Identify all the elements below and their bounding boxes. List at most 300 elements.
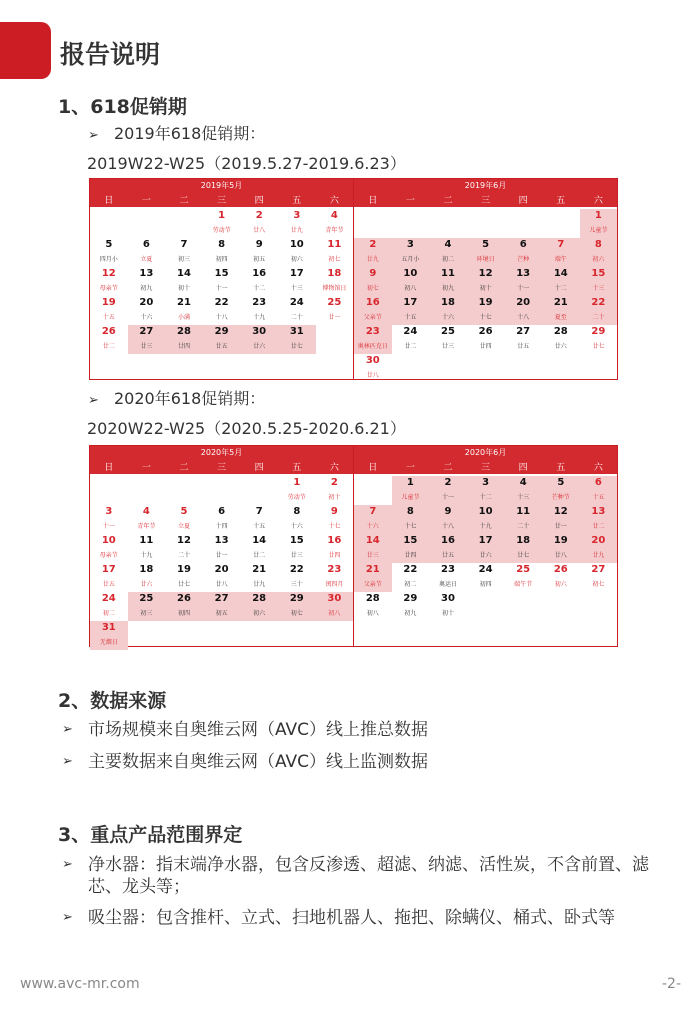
weekday-label: 六: [593, 196, 603, 206]
calendar-day: [542, 267, 580, 296]
day-number: 2: [330, 477, 338, 488]
promo-2019-range: 2019W22-W25（2019.5.27-2019.6.23）: [87, 154, 406, 173]
day-number: 30: [365, 355, 380, 366]
lunar-label: 母亲节: [99, 285, 118, 292]
calendar-day: [354, 505, 392, 534]
calendar-day: [240, 534, 278, 563]
day-number: 17: [478, 535, 493, 546]
lunar-label: 二十: [177, 552, 190, 559]
calendar-day: [580, 476, 618, 505]
weekday-label: 五: [292, 196, 302, 206]
day-number: 6: [519, 239, 527, 250]
calendar-day: [542, 238, 580, 267]
calendar-day: [90, 592, 128, 621]
day-number: 23: [327, 564, 342, 575]
calendar-day: [203, 563, 241, 592]
lunar-label: 十三: [290, 285, 303, 292]
lunar-label: 廿三: [441, 343, 454, 350]
weekday-label: 一: [405, 463, 415, 473]
lunar-label: 二十: [290, 314, 303, 321]
lunar-label: 初七: [328, 256, 341, 263]
day-number: 6: [594, 477, 602, 488]
weekday-label: 一: [405, 196, 415, 206]
day-number: 7: [369, 506, 377, 517]
lunar-label: 初七: [290, 610, 303, 617]
calendar-day: [203, 592, 241, 621]
weekday-label: 日: [104, 196, 114, 206]
calendar-day: [278, 534, 316, 563]
promo-2019-label: [88, 121, 265, 144]
day-number: 11: [139, 535, 154, 546]
day-number: 21: [252, 564, 267, 575]
calendar-day: [240, 505, 278, 534]
calendar-day: [278, 267, 316, 296]
lunar-label: 初十: [177, 285, 190, 292]
lunar-label: 廿五: [215, 343, 228, 350]
day-number: 12: [101, 268, 116, 279]
lunar-label: 廿六: [554, 343, 567, 350]
lunar-label: 十六: [290, 523, 303, 530]
lunar-label: 十八: [517, 314, 530, 321]
day-number: 26: [478, 326, 493, 337]
day-number: 26: [553, 564, 568, 575]
lunar-label: 二十: [592, 314, 605, 321]
source-item-text: 市场规模来自奥维云网（AVC）线上推总数据: [88, 720, 429, 740]
calendar-day: [90, 621, 128, 650]
calendar-day: [542, 563, 580, 592]
day-number: 14: [177, 268, 191, 279]
calendar-day: [316, 563, 354, 592]
day-number: 14: [553, 268, 568, 279]
page-title: 报告说明: [60, 40, 161, 69]
promo-2020-label: [88, 386, 265, 409]
arrow-bullet-icon: ➢: [88, 393, 99, 408]
section-heading-scope: 3、重点产品范围界定: [58, 824, 243, 846]
calendar-day: [504, 296, 542, 325]
lunar-label: 十五: [253, 523, 266, 530]
day-number: 1: [594, 210, 602, 221]
day-number: 5: [105, 239, 113, 250]
day-number: 12: [478, 268, 493, 279]
lunar-label: 初九: [140, 285, 153, 292]
lunar-label: 青年节: [137, 523, 156, 530]
day-number: 20: [516, 297, 531, 308]
day-number: 31: [289, 326, 304, 337]
lunar-label: 儿童节: [401, 494, 420, 501]
promo-2020-label-text: 2020年618促销期：: [114, 389, 266, 408]
day-number: 9: [444, 506, 452, 517]
calendar-day: [240, 325, 278, 354]
lunar-label: 环境日: [476, 256, 495, 263]
calendar-day: [278, 238, 316, 267]
calendar-day: [240, 238, 278, 267]
day-number: 27: [214, 593, 229, 604]
calendar-day: [128, 267, 166, 296]
calendar-day: [240, 296, 278, 325]
calendar-day: [203, 505, 241, 534]
weekday-label: 四: [518, 463, 528, 473]
calendar-day: [542, 534, 580, 563]
calendar-2020: [89, 445, 618, 647]
lunar-label: 廿五: [441, 552, 454, 559]
lunar-label: 初六: [253, 610, 266, 617]
day-number: 30: [327, 593, 342, 604]
day-number: 18: [516, 535, 531, 546]
lunar-label: 廿六: [253, 343, 266, 350]
lunar-label: 无烟日: [99, 639, 118, 646]
calendar-day: [580, 209, 618, 238]
day-number: 28: [252, 593, 267, 604]
day-number: 1: [293, 477, 301, 488]
day-number: 29: [591, 326, 606, 337]
calendar-day: [90, 296, 128, 325]
calendar-day: [316, 267, 354, 296]
calendar-day: [429, 238, 467, 267]
calendar-day: [467, 505, 505, 534]
day-number: 14: [365, 535, 380, 546]
lunar-label: 十六: [140, 314, 153, 321]
arrow-bullet-icon: ➢: [62, 910, 73, 925]
day-number: 9: [255, 239, 263, 250]
weekday-label: 三: [481, 463, 491, 473]
weekday-label: 一: [141, 463, 151, 473]
weekday-label: 三: [217, 196, 227, 206]
lunar-label: 初十: [328, 494, 341, 501]
calendar-day: [467, 563, 505, 592]
weekday-label: 二: [443, 463, 453, 473]
scope-item-text: 净水器：指末端净水器，包含反渗透、超滤、纳滤、活性炭，不含前置、滤芯、龙头等；: [88, 855, 649, 897]
lunar-label: 廿一: [554, 523, 567, 530]
day-number: 29: [403, 593, 418, 604]
scope-item-text: 吸尘器：包含推杆、立式、扫地机器人、拖把、除螨仪、桶式、卧式等: [88, 908, 615, 928]
day-number: 13: [214, 535, 229, 546]
day-number: 18: [441, 297, 455, 308]
day-number: 27: [139, 326, 154, 337]
lunar-label: 初七: [366, 285, 379, 292]
weekday-label: 六: [329, 463, 339, 473]
day-number: 23: [441, 564, 455, 575]
lunar-label: 青年节: [325, 227, 344, 234]
day-number: 19: [101, 297, 116, 308]
lunar-label: 芒种: [517, 256, 530, 263]
lunar-label: 十三: [592, 285, 605, 292]
calendar-day: [504, 534, 542, 563]
calendar-day: [354, 267, 392, 296]
lunar-label: 廿九: [592, 552, 605, 559]
weekday-label: 二: [443, 196, 453, 206]
calendar-day: [203, 209, 241, 238]
lunar-label: 闰四月: [325, 581, 344, 588]
calendar-day: [203, 267, 241, 296]
day-number: 22: [289, 564, 304, 575]
calendar-day: [278, 505, 316, 534]
lunar-label: 十二: [554, 285, 567, 292]
source-item: [62, 751, 662, 773]
lunar-label: 芒种节: [551, 494, 570, 501]
lunar-label: 初十: [441, 610, 454, 617]
lunar-label: 廿八: [253, 227, 266, 234]
day-number: 12: [177, 535, 191, 546]
day-number: 1: [406, 477, 414, 488]
day-number: 29: [214, 326, 229, 337]
calendar-day: [165, 325, 203, 354]
day-number: 6: [142, 239, 150, 250]
calendar-day: [429, 296, 467, 325]
day-number: 9: [369, 268, 377, 279]
footer-url: www.avc-mr.com: [20, 976, 140, 992]
day-number: 24: [101, 593, 116, 604]
day-number: 8: [293, 506, 301, 517]
day-number: 8: [406, 506, 414, 517]
lunar-label: 廿九: [290, 227, 303, 234]
weekday-label: 三: [481, 196, 491, 206]
day-number: 15: [289, 535, 304, 546]
calendar-day: [278, 592, 316, 621]
calendar-day: [90, 505, 128, 534]
calendar-month: [90, 179, 353, 379]
weekday-label: 二: [179, 196, 189, 206]
calendar-day: [203, 238, 241, 267]
month-title: 2019年6月: [464, 181, 507, 190]
lunar-label: 劳动节: [212, 227, 231, 234]
calendar-day: [392, 505, 430, 534]
day-number: 9: [330, 506, 338, 517]
day-number: 20: [214, 564, 229, 575]
lunar-label: 廿四: [328, 552, 341, 559]
day-number: 20: [591, 535, 606, 546]
lunar-label: 廿三: [140, 343, 153, 350]
lunar-label: 初五: [215, 610, 228, 617]
month-title: 2020年6月: [464, 448, 507, 457]
day-number: 22: [591, 297, 606, 308]
calendar-day: [429, 505, 467, 534]
calendar-day: [354, 534, 392, 563]
day-number: 5: [482, 239, 490, 250]
calendar-day: [90, 267, 128, 296]
day-number: 19: [177, 564, 191, 575]
day-number: 25: [441, 326, 455, 337]
lunar-label: 母亲节: [99, 552, 118, 559]
calendar-day: [240, 267, 278, 296]
day-number: 26: [101, 326, 116, 337]
day-number: 4: [142, 506, 150, 517]
calendar-day: [316, 476, 354, 505]
calendar-day: [128, 534, 166, 563]
lunar-label: 廿四: [479, 343, 492, 350]
calendar-day: [504, 325, 542, 354]
lunar-label: 廿六: [479, 552, 492, 559]
calendar-month: [354, 179, 617, 379]
day-number: 19: [553, 535, 568, 546]
day-number: 13: [516, 268, 531, 279]
calendar-day: [165, 563, 203, 592]
title-accent-block: [0, 22, 51, 79]
calendar-day: [165, 534, 203, 563]
calendar-day: [392, 563, 430, 592]
day-number: 11: [441, 268, 455, 279]
calendar-day: [165, 505, 203, 534]
lunar-label: 博物馆日: [322, 285, 347, 292]
lunar-label: 廿二: [592, 523, 605, 530]
day-number: 18: [327, 268, 342, 279]
lunar-label: 廿一: [215, 552, 228, 559]
day-number: 17: [101, 564, 116, 575]
lunar-label: 初四: [177, 610, 190, 617]
day-number: 7: [255, 506, 263, 517]
lunar-label: 十六: [366, 523, 379, 530]
calendar-day: [165, 267, 203, 296]
month-header: [354, 446, 617, 474]
calendar-day: [580, 505, 618, 534]
calendar-day: [504, 505, 542, 534]
day-number: 21: [365, 564, 380, 575]
lunar-label: 十八: [215, 314, 228, 321]
lunar-label: 十一: [517, 285, 530, 292]
lunar-label: 十六: [441, 314, 454, 321]
lunar-label: 十五: [404, 314, 417, 321]
calendar-day: [504, 476, 542, 505]
arrow-bullet-icon: ➢: [62, 754, 73, 769]
lunar-label: 初八: [404, 285, 417, 292]
calendar-day: [580, 267, 618, 296]
day-number: 4: [519, 477, 527, 488]
calendar-day: [165, 296, 203, 325]
lunar-label: 廿二: [404, 343, 417, 350]
day-number: 17: [403, 297, 418, 308]
lunar-label: 初三: [140, 610, 153, 617]
scope-item: [62, 907, 662, 929]
source-item: [62, 719, 662, 741]
lunar-label: 初四: [215, 256, 228, 263]
day-number: 28: [553, 326, 568, 337]
day-number: 3: [105, 506, 113, 517]
arrow-bullet-icon: ➢: [62, 857, 73, 872]
weekday-label: 五: [292, 463, 302, 473]
day-number: 25: [327, 297, 342, 308]
lunar-label: 四月小: [99, 256, 118, 263]
lunar-label: 劳动节: [287, 494, 306, 501]
day-number: 5: [557, 477, 565, 488]
calendar-day: [467, 476, 505, 505]
lunar-label: 廿七: [517, 552, 530, 559]
calendar-day: [580, 325, 618, 354]
weekday-label: 五: [556, 463, 566, 473]
weekday-label: 四: [254, 463, 264, 473]
lunar-label: 初六: [554, 581, 567, 588]
lunar-label: 三十: [290, 581, 303, 588]
day-number: 27: [516, 326, 531, 337]
calendar-day: [580, 534, 618, 563]
lunar-label: 初九: [404, 610, 417, 617]
day-number: 12: [553, 506, 568, 517]
lunar-label: 端午: [554, 256, 567, 263]
weekday-label: 三: [217, 463, 227, 473]
lunar-label: 廿五: [102, 581, 115, 588]
calendar-day: [467, 325, 505, 354]
day-number: 10: [101, 535, 116, 546]
scope-item: [62, 854, 662, 898]
lunar-label: 十一: [215, 285, 228, 292]
lunar-label: 初三: [177, 256, 190, 263]
day-number: 20: [139, 297, 154, 308]
lunar-label: 十五: [102, 314, 115, 321]
calendar-day: [354, 296, 392, 325]
month-title: 2019年5月: [200, 181, 243, 190]
month-divider: [353, 179, 354, 379]
calendar-day: [90, 563, 128, 592]
calendar-day: [429, 563, 467, 592]
lunar-label: 端午节: [514, 581, 533, 588]
day-number: 26: [177, 593, 191, 604]
lunar-label: 十九: [253, 314, 266, 321]
day-number: 10: [289, 239, 304, 250]
calendar-day: [128, 325, 166, 354]
day-number: 25: [516, 564, 531, 575]
lunar-label: 廿九: [366, 256, 379, 263]
calendar-day: [165, 592, 203, 621]
day-number: 15: [403, 535, 418, 546]
day-number: 22: [403, 564, 418, 575]
calendar-day: [392, 325, 430, 354]
day-number: 8: [218, 239, 226, 250]
lunar-label: 十八: [441, 523, 454, 530]
lunar-label: 十七: [479, 314, 492, 321]
weekday-label: 四: [518, 196, 528, 206]
lunar-label: 十一: [441, 494, 454, 501]
lunar-label: 十九: [140, 552, 153, 559]
lunar-label: 立夏: [140, 256, 153, 263]
day-number: 1: [218, 210, 226, 221]
calendar-day: [392, 296, 430, 325]
day-number: 21: [553, 297, 568, 308]
lunar-label: 初六: [592, 256, 605, 263]
day-number: 3: [293, 210, 301, 221]
calendar-day: [392, 534, 430, 563]
weekday-label: 六: [593, 463, 603, 473]
calendar-day: [467, 238, 505, 267]
calendar-day: [392, 476, 430, 505]
section-heading-promo: 1、618促销期: [58, 96, 187, 118]
calendar-day: [354, 354, 392, 383]
day-number: 2: [444, 477, 452, 488]
calendar-day: [354, 325, 392, 354]
lunar-label: 十四: [215, 523, 228, 530]
weekday-label: 二: [179, 463, 189, 473]
day-number: 17: [289, 268, 304, 279]
calendar-day: [128, 238, 166, 267]
day-number: 15: [591, 268, 606, 279]
lunar-label: 小满: [177, 314, 190, 321]
day-number: 3: [406, 239, 414, 250]
month-title: 2020年5月: [200, 448, 243, 457]
day-number: 24: [478, 564, 493, 575]
lunar-label: 廿八: [215, 581, 228, 588]
day-number: 23: [365, 326, 380, 337]
calendar-day: [542, 476, 580, 505]
lunar-label: 初十: [479, 285, 492, 292]
source-item-text: 主要数据来自奥维云网（AVC）线上监测数据: [88, 752, 429, 772]
lunar-label: 廿四: [177, 343, 190, 350]
lunar-label: 立夏: [177, 523, 190, 530]
calendar-day: [316, 238, 354, 267]
day-number: 30: [252, 326, 267, 337]
calendar-day: [504, 238, 542, 267]
calendar-day: [580, 296, 618, 325]
calendar-day: [392, 238, 430, 267]
calendar-day: [128, 563, 166, 592]
calendar-day: [316, 534, 354, 563]
lunar-label: 十二: [253, 285, 266, 292]
